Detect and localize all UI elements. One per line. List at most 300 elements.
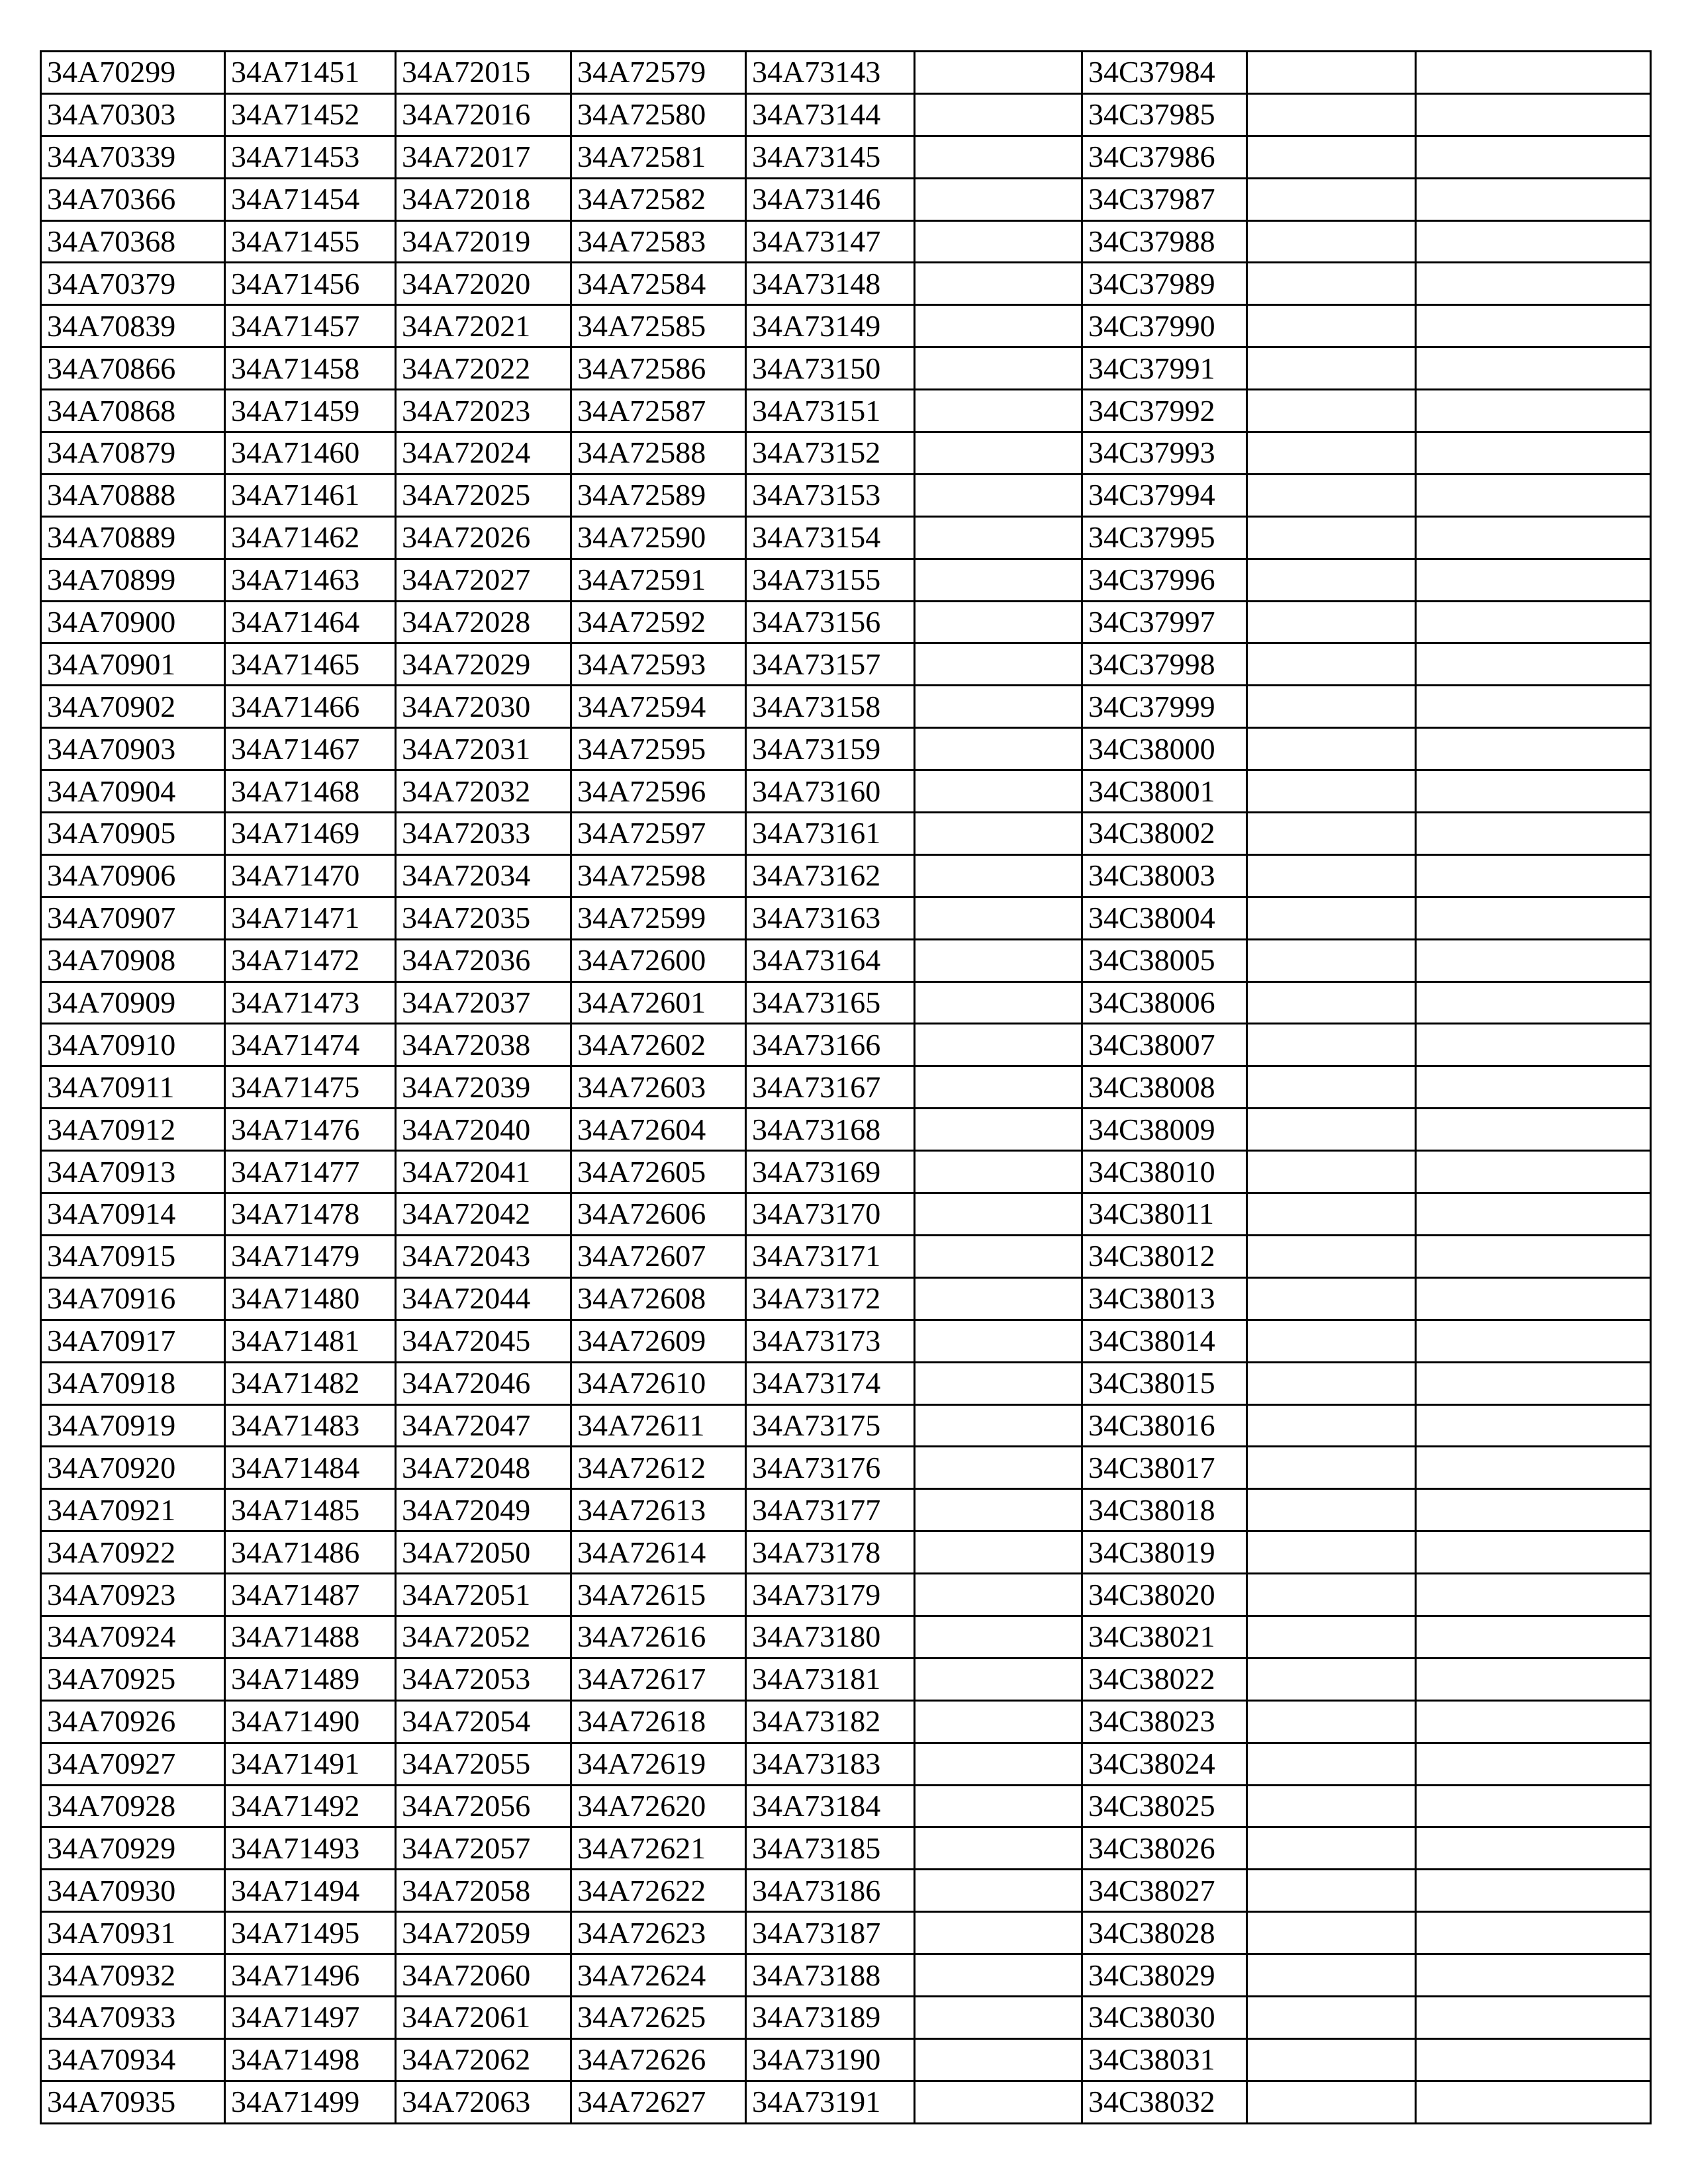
table-cell: 34A72625: [571, 1996, 746, 2038]
table-cell: [1247, 136, 1416, 178]
table-cell: 34A73150: [746, 347, 915, 390]
table-cell: 34C38012: [1082, 1235, 1247, 1277]
table-cell: 34A73171: [746, 1235, 915, 1277]
table-cell: [915, 559, 1082, 601]
table-cell: 34A73164: [746, 939, 915, 981]
table-row: [41, 601, 1651, 643]
table-row: [41, 854, 1651, 897]
table-cell: [915, 1531, 1082, 1574]
table-cell: [1247, 1320, 1416, 1362]
table-cell: [1416, 1574, 1651, 1616]
table-cell: [1247, 178, 1416, 220]
table-cell: 34A71488: [225, 1615, 396, 1658]
table-cell: 34A71468: [225, 770, 396, 813]
table-cell: 34A71484: [225, 1447, 396, 1489]
table-cell: 34A73185: [746, 1827, 915, 1870]
table-cell: [1247, 1785, 1416, 1827]
table-cell: 34C38022: [1082, 1658, 1247, 1700]
table-cell: 34C38029: [1082, 1954, 1247, 1997]
table-cell: [1247, 474, 1416, 516]
table-cell: [1416, 770, 1651, 813]
table-cell: 34A70866: [41, 347, 225, 390]
table-cell: [1416, 728, 1651, 770]
table-cell: [1247, 1743, 1416, 1785]
table-cell: 34A72616: [571, 1615, 746, 1658]
table-cell: 34A70934: [41, 2038, 225, 2081]
table-row: [41, 52, 1651, 94]
table-cell: [1247, 2038, 1416, 2081]
table-cell: 34A72579: [571, 52, 746, 94]
table-cell: 34A72062: [396, 2038, 571, 2081]
table-cell: [1416, 643, 1651, 686]
table-cell: 34C37994: [1082, 474, 1247, 516]
table-cell: 34A71494: [225, 1870, 396, 1912]
table-cell: [915, 854, 1082, 897]
table-cell: 34A72026: [396, 516, 571, 559]
table-cell: 34A72585: [571, 305, 746, 347]
table-cell: 34A72609: [571, 1320, 746, 1362]
table-cell: 34A72025: [396, 474, 571, 516]
table-cell: 34A73161: [746, 813, 915, 855]
table-row: [41, 2038, 1651, 2081]
table-cell: 34C37987: [1082, 178, 1247, 220]
table-cell: 34C38003: [1082, 854, 1247, 897]
table-cell: 34C37985: [1082, 93, 1247, 136]
table-cell: 34A71482: [225, 1362, 396, 1404]
table-cell: [915, 1743, 1082, 1785]
table-cell: 34A72041: [396, 1151, 571, 1193]
table-cell: 34A73183: [746, 1743, 915, 1785]
table-cell: [915, 52, 1082, 94]
table-cell: 34A72623: [571, 1912, 746, 1954]
table-cell: [915, 1235, 1082, 1277]
table-row: [41, 1489, 1651, 1531]
table-cell: 34A70921: [41, 1489, 225, 1531]
table-cell: [1247, 1277, 1416, 1320]
table-cell: 34A72044: [396, 1277, 571, 1320]
table-cell: [1416, 1531, 1651, 1574]
table-row: [41, 1235, 1651, 1277]
table-cell: 34A71460: [225, 432, 396, 475]
table-cell: 34A73180: [746, 1615, 915, 1658]
table-cell: [1247, 1109, 1416, 1151]
table-cell: [1247, 1362, 1416, 1404]
table-cell: 34A71459: [225, 390, 396, 432]
table-cell: 34A70935: [41, 2081, 225, 2123]
table-cell: 34A73145: [746, 136, 915, 178]
table-row: [41, 939, 1651, 981]
table-cell: 34A70339: [41, 136, 225, 178]
table-cell: 34C38028: [1082, 1912, 1247, 1954]
table-cell: 34A71465: [225, 643, 396, 686]
table-cell: 34A72039: [396, 1066, 571, 1109]
table-cell: 34A72029: [396, 643, 571, 686]
table-cell: [1247, 897, 1416, 939]
table-cell: 34A72053: [396, 1658, 571, 1700]
table-cell: 34A72028: [396, 601, 571, 643]
table-cell: [915, 939, 1082, 981]
table-cell: 34A73159: [746, 728, 915, 770]
table-cell: [1416, 178, 1651, 220]
table-cell: [915, 1066, 1082, 1109]
table-cell: 34A73163: [746, 897, 915, 939]
table-cell: 34A70839: [41, 305, 225, 347]
table-row: [41, 1743, 1651, 1785]
table-cell: 34A73186: [746, 1870, 915, 1912]
table-cell: 34A72594: [571, 686, 746, 728]
table-cell: [1416, 1066, 1651, 1109]
table-row: [41, 1615, 1651, 1658]
table-cell: [1416, 2038, 1651, 2081]
table-row: [41, 93, 1651, 136]
table-cell: [1247, 686, 1416, 728]
table-row: [41, 728, 1651, 770]
table-cell: [1247, 390, 1416, 432]
table-cell: 34C38030: [1082, 1996, 1247, 2038]
table-cell: [1416, 93, 1651, 136]
table-cell: 34A72589: [571, 474, 746, 516]
table-cell: 34A71479: [225, 1235, 396, 1277]
table-cell: 34A72037: [396, 981, 571, 1024]
table-cell: [1416, 897, 1651, 939]
table-row: [41, 474, 1651, 516]
table-cell: [915, 1362, 1082, 1404]
table-cell: 34A73184: [746, 1785, 915, 1827]
table-cell: 34A70915: [41, 1235, 225, 1277]
table-row: [41, 1870, 1651, 1912]
table-cell: 34A70932: [41, 1954, 225, 1997]
table-cell: 34A72051: [396, 1574, 571, 1616]
table-cell: 34A71489: [225, 1658, 396, 1700]
table-cell: 34A72060: [396, 1954, 571, 1997]
table-cell: 34A70909: [41, 981, 225, 1024]
table-cell: 34A73149: [746, 305, 915, 347]
table-cell: 34A71475: [225, 1066, 396, 1109]
table-cell: 34A71477: [225, 1151, 396, 1193]
table-cell: 34A70299: [41, 52, 225, 94]
table-cell: [1416, 136, 1651, 178]
table-cell: [1247, 1870, 1416, 1912]
table-cell: 34A73187: [746, 1912, 915, 1954]
table-cell: 34A71472: [225, 939, 396, 981]
table-cell: [1416, 559, 1651, 601]
table-cell: 34A71499: [225, 2081, 396, 2123]
table-cell: 34A70922: [41, 1531, 225, 1574]
table-cell: [915, 305, 1082, 347]
table-cell: 34C37990: [1082, 305, 1247, 347]
table-cell: 34A70899: [41, 559, 225, 601]
table-cell: 34C38009: [1082, 1109, 1247, 1151]
table-cell: 34A72627: [571, 2081, 746, 2123]
table-cell: [1247, 1912, 1416, 1954]
table-cell: [915, 1320, 1082, 1362]
table-cell: 34C38015: [1082, 1362, 1247, 1404]
table-cell: [915, 686, 1082, 728]
table-cell: [1416, 1912, 1651, 1954]
table-cell: [915, 1193, 1082, 1236]
table-cell: 34A71498: [225, 2038, 396, 2081]
table-cell: 34A72593: [571, 643, 746, 686]
table-cell: 34A73146: [746, 178, 915, 220]
table-cell: 34A73176: [746, 1447, 915, 1489]
table-row: [41, 1954, 1651, 1997]
table-cell: 34A70926: [41, 1700, 225, 1743]
table-cell: 34A71463: [225, 559, 396, 601]
table-cell: 34A72601: [571, 981, 746, 1024]
table-cell: 34A71476: [225, 1109, 396, 1151]
table-cell: [1247, 432, 1416, 475]
table-cell: [1416, 1193, 1651, 1236]
table-cell: 34A71495: [225, 1912, 396, 1954]
table-row: [41, 2081, 1651, 2123]
table-cell: 34C38032: [1082, 2081, 1247, 2123]
table-cell: [1416, 1404, 1651, 1447]
table-cell: 34A70927: [41, 1743, 225, 1785]
table-cell: [1416, 1870, 1651, 1912]
table-cell: 34A72033: [396, 813, 571, 855]
table-row: [41, 178, 1651, 220]
table-cell: [915, 474, 1082, 516]
table-cell: [1416, 432, 1651, 475]
table-row: [41, 516, 1651, 559]
table-cell: 34C38016: [1082, 1404, 1247, 1447]
table-cell: 34A73157: [746, 643, 915, 686]
table-cell: 34A71464: [225, 601, 396, 643]
table-cell: 34A72017: [396, 136, 571, 178]
table-cell: 34A72050: [396, 1531, 571, 1574]
table-cell: 34C38020: [1082, 1574, 1247, 1616]
table-cell: 34A72038: [396, 1024, 571, 1066]
table-cell: 34A71457: [225, 305, 396, 347]
table-cell: 34C37996: [1082, 559, 1247, 601]
table-cell: 34A73178: [746, 1531, 915, 1574]
code-table: [40, 50, 1652, 2124]
table-row: [41, 643, 1651, 686]
table-cell: 34A71470: [225, 854, 396, 897]
table-cell: 34A72590: [571, 516, 746, 559]
table-cell: 34C37997: [1082, 601, 1247, 643]
table-cell: 34A70910: [41, 1024, 225, 1066]
table-cell: [1247, 770, 1416, 813]
table-cell: [1247, 93, 1416, 136]
table-cell: [915, 1954, 1082, 1997]
table-cell: [1416, 1447, 1651, 1489]
table-cell: 34A72614: [571, 1531, 746, 1574]
table-cell: 34A73162: [746, 854, 915, 897]
table-row: [41, 1912, 1651, 1954]
table-cell: [915, 432, 1082, 475]
table-cell: 34A70904: [41, 770, 225, 813]
table-cell: [1247, 1024, 1416, 1066]
table-cell: [1416, 1109, 1651, 1151]
table-cell: 34A70868: [41, 390, 225, 432]
table-cell: 34A70931: [41, 1912, 225, 1954]
table-cell: [915, 643, 1082, 686]
table-cell: 34A72619: [571, 1743, 746, 1785]
table-row: [41, 1362, 1651, 1404]
table-cell: [915, 2081, 1082, 2123]
table-cell: 34A72030: [396, 686, 571, 728]
table-row: [41, 1574, 1651, 1616]
table-row: [41, 1827, 1651, 1870]
table-cell: 34A70913: [41, 1151, 225, 1193]
table-cell: 34C37989: [1082, 263, 1247, 305]
table-cell: [1416, 2081, 1651, 2123]
table-cell: [915, 178, 1082, 220]
table-cell: [915, 1151, 1082, 1193]
table-cell: [1247, 1658, 1416, 1700]
table-cell: 34A72024: [396, 432, 571, 475]
table-cell: [1416, 1827, 1651, 1870]
table-cell: [1247, 981, 1416, 1024]
table-cell: 34A70917: [41, 1320, 225, 1362]
table-cell: 34C38007: [1082, 1024, 1247, 1066]
table-row: [41, 390, 1651, 432]
table-cell: 34A73179: [746, 1574, 915, 1616]
table-cell: 34A71485: [225, 1489, 396, 1531]
table-cell: 34A73188: [746, 1954, 915, 1997]
table-cell: 34A72621: [571, 1827, 746, 1870]
table-row: [41, 897, 1651, 939]
table-cell: [1416, 220, 1651, 263]
table-cell: 34A71487: [225, 1574, 396, 1616]
table-cell: [1416, 601, 1651, 643]
table-cell: 34A72027: [396, 559, 571, 601]
table-cell: 34A72035: [396, 897, 571, 939]
table-cell: 34A72022: [396, 347, 571, 390]
table-cell: 34A72620: [571, 1785, 746, 1827]
table-cell: [1416, 516, 1651, 559]
table-cell: 34A72617: [571, 1658, 746, 1700]
table-cell: 34A72587: [571, 390, 746, 432]
table-cell: 34A70912: [41, 1109, 225, 1151]
table-cell: 34A72015: [396, 52, 571, 94]
table-row: [41, 305, 1651, 347]
table-cell: [915, 1912, 1082, 1954]
table-cell: 34A71461: [225, 474, 396, 516]
table-cell: 34A73181: [746, 1658, 915, 1700]
table-cell: [915, 93, 1082, 136]
table-row: [41, 686, 1651, 728]
table-cell: 34A70914: [41, 1193, 225, 1236]
table-cell: 34A71497: [225, 1996, 396, 2038]
table-row: [41, 1700, 1651, 1743]
table-cell: 34A71481: [225, 1320, 396, 1362]
table-cell: 34A73169: [746, 1151, 915, 1193]
table-cell: [1247, 813, 1416, 855]
table-cell: [1416, 854, 1651, 897]
table-cell: 34A73165: [746, 981, 915, 1024]
table-cell: 34A72016: [396, 93, 571, 136]
table-cell: 34A70919: [41, 1404, 225, 1447]
table-cell: 34A73156: [746, 601, 915, 643]
table-cell: [915, 1447, 1082, 1489]
table-cell: 34A70902: [41, 686, 225, 728]
table-cell: 34C38013: [1082, 1277, 1247, 1320]
table-cell: 34A72592: [571, 601, 746, 643]
table-row: [41, 263, 1651, 305]
table-cell: 34A70303: [41, 93, 225, 136]
table-row: [41, 1785, 1651, 1827]
table-row: [41, 1066, 1651, 1109]
table-cell: 34A72059: [396, 1912, 571, 1954]
table-cell: 34C38018: [1082, 1489, 1247, 1531]
table-cell: 34A72047: [396, 1404, 571, 1447]
table-cell: 34A71493: [225, 1827, 396, 1870]
table-cell: 34A70925: [41, 1658, 225, 1700]
table-cell: [1247, 516, 1416, 559]
table-cell: [1247, 263, 1416, 305]
table-cell: 34A72583: [571, 220, 746, 263]
table-cell: 34A70933: [41, 1996, 225, 2038]
table-cell: 34C38025: [1082, 1785, 1247, 1827]
table-cell: [915, 1489, 1082, 1531]
table-cell: 34A73158: [746, 686, 915, 728]
table-cell: 34A73177: [746, 1489, 915, 1531]
table-cell: 34A72622: [571, 1870, 746, 1912]
table-cell: 34A71452: [225, 93, 396, 136]
table-cell: 34A73170: [746, 1193, 915, 1236]
table-cell: [915, 1700, 1082, 1743]
table-cell: 34A72058: [396, 1870, 571, 1912]
table-cell: 34A73174: [746, 1362, 915, 1404]
table-row: [41, 1320, 1651, 1362]
table-cell: 34A70911: [41, 1066, 225, 1109]
table-cell: 34A72045: [396, 1320, 571, 1362]
table-cell: 34A72049: [396, 1489, 571, 1531]
table-cell: 34A72018: [396, 178, 571, 220]
table-cell: 34A72048: [396, 1447, 571, 1489]
table-cell: 34C37993: [1082, 432, 1247, 475]
table-cell: [915, 770, 1082, 813]
table-cell: 34C38011: [1082, 1193, 1247, 1236]
table-cell: [915, 728, 1082, 770]
table-cell: [1247, 939, 1416, 981]
table-cell: [915, 263, 1082, 305]
table-cell: 34A70923: [41, 1574, 225, 1616]
table-cell: 34A72588: [571, 432, 746, 475]
table-cell: 34A71478: [225, 1193, 396, 1236]
table-cell: [1416, 305, 1651, 347]
table-cell: [1247, 1574, 1416, 1616]
table-row: [41, 1447, 1651, 1489]
table-row: [41, 136, 1651, 178]
table-cell: 34C37991: [1082, 347, 1247, 390]
table-row: [41, 1531, 1651, 1574]
table-cell: [1416, 1658, 1651, 1700]
table-cell: 34A70379: [41, 263, 225, 305]
table-cell: 34A72032: [396, 770, 571, 813]
table-cell: 34A71451: [225, 52, 396, 94]
table-cell: 34A73143: [746, 52, 915, 94]
table-cell: 34A73172: [746, 1277, 915, 1320]
table-cell: 34A73175: [746, 1404, 915, 1447]
table-cell: [915, 347, 1082, 390]
table-cell: [1247, 1404, 1416, 1447]
table-cell: 34C37984: [1082, 52, 1247, 94]
table-cell: [915, 390, 1082, 432]
table-cell: [1416, 1235, 1651, 1277]
table-cell: 34A72598: [571, 854, 746, 897]
table-cell: 34A71480: [225, 1277, 396, 1320]
table-cell: [1247, 52, 1416, 94]
table-cell: [1416, 263, 1651, 305]
table-cell: 34A73166: [746, 1024, 915, 1066]
table-cell: 34A71456: [225, 263, 396, 305]
table-cell: 34A72586: [571, 347, 746, 390]
table-cell: 34C38027: [1082, 1870, 1247, 1912]
table-cell: [915, 516, 1082, 559]
